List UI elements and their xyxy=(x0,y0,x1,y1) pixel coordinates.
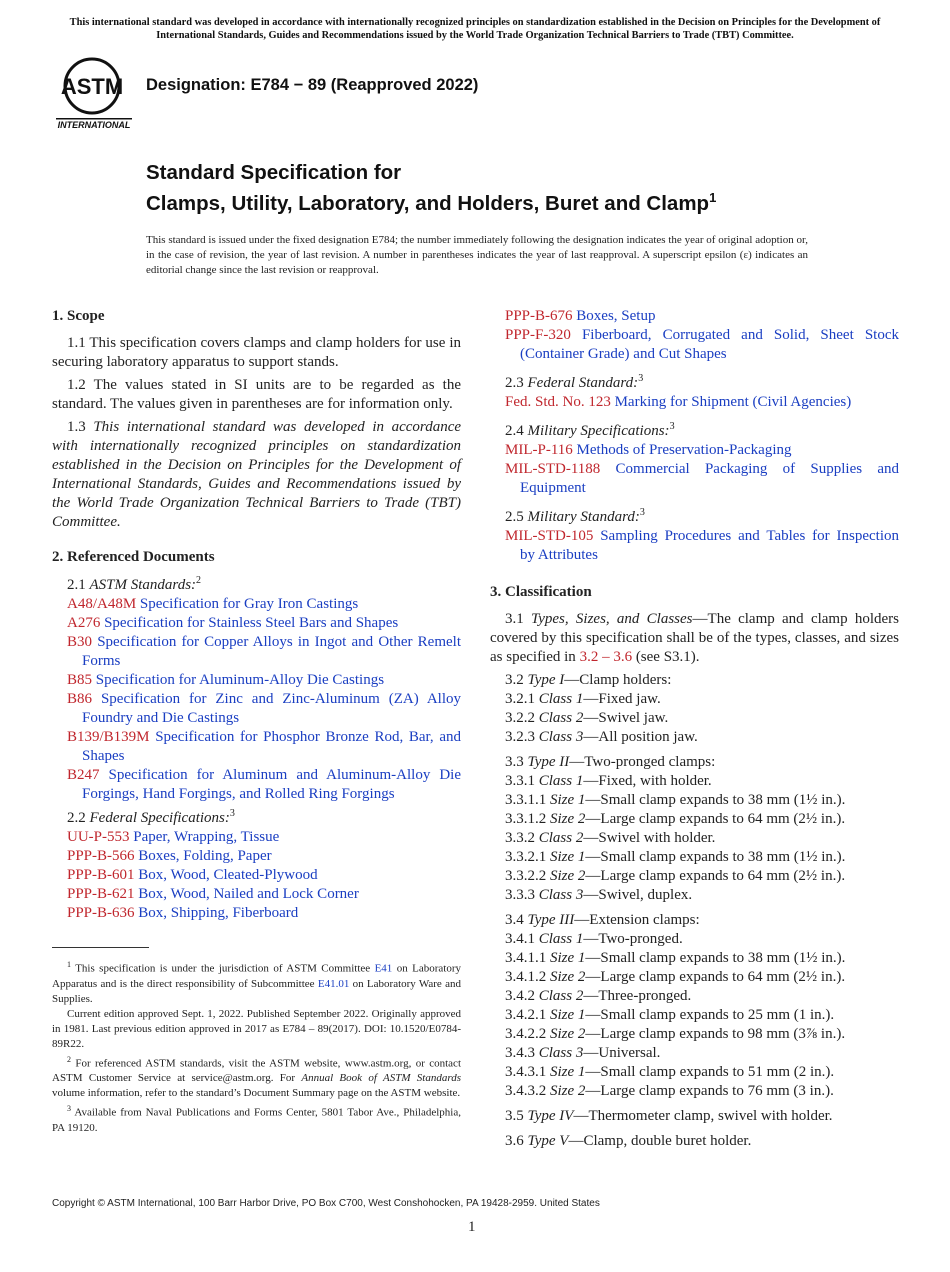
military-specifications-label: 2.4 Military Specifications:$^3$ xyxy=(505,421,675,439)
classification-item: 3.3 Type II—Two-pronged clamps: xyxy=(505,754,716,770)
classification-item: 3.4.1 Class 1—Two-pronged. xyxy=(505,931,683,947)
reference-designation[interactable]: PPP-B-601 xyxy=(67,867,135,883)
federal-specifications-label: 2.2 Federal Specifications:$^3$ xyxy=(67,808,235,826)
reference-designation[interactable]: PPP-F-320 xyxy=(505,327,571,343)
classification-list xyxy=(490,671,899,1151)
classification-group xyxy=(490,911,899,1101)
classification-item: 3.4.3.1 Size 1—Small clamp expands to 51 mm (2 in.). xyxy=(505,1064,835,1080)
reference-title[interactable]: Box, Shipping, Fiberboard xyxy=(138,905,299,921)
reference-item[interactable] xyxy=(490,460,899,498)
classification-item: 3.2.3 Class 3—All position jaw. xyxy=(505,729,698,745)
classification-item: 3.2 Type I—Clamp holders: xyxy=(505,672,672,688)
refdocs-heading: 2. Referenced Documents xyxy=(52,549,215,565)
military-standard-label: 2.5 Military Standard:$^3$ xyxy=(505,507,645,525)
classification-item: 3.3.1 Class 1—Fixed, with holder. xyxy=(505,773,712,789)
reference-designation[interactable]: PPP-B-636 xyxy=(67,905,135,921)
reference-item[interactable] xyxy=(52,866,461,885)
reference-title[interactable]: Specification for Gray Iron Castings xyxy=(139,596,359,612)
page-number: 1 xyxy=(468,1219,476,1235)
committee-link[interactable]: E41 xyxy=(374,962,393,975)
classification-item: 3.3.2.1 Size 1—Small clamp expands to 38 mm (1½ in.). xyxy=(505,849,846,865)
reference-item[interactable] xyxy=(52,614,461,633)
reference-item[interactable] xyxy=(490,393,899,412)
reference-item[interactable] xyxy=(490,307,899,326)
classification-heading: 3. Classification xyxy=(490,584,592,600)
left-column xyxy=(52,307,461,923)
title-line-1: Standard Specification for xyxy=(146,161,402,184)
classification-item: 3.4.2.2 Size 2—Large clamp expands to 98 mm (3⅞ in.). xyxy=(505,1026,846,1042)
classification-item: 3.4.1.2 Size 2—Large clamp expands to 64 mm (2½ in.). xyxy=(505,969,846,985)
classification-item: 3.4.3 Class 3—Universal. xyxy=(505,1045,661,1061)
classification-item: 3.3.1.1 Size 1—Small clamp expands to 38 mm (1½ in.). xyxy=(505,792,846,808)
logo-subtext: INTERNATIONAL xyxy=(57,120,131,130)
reference-title[interactable]: Specification for Aluminum-Alloy Die Castings xyxy=(95,672,385,688)
scope-1-1: 1.1 This specification covers clamps and clamp holders for use in securing laboratory apparatus to support stands. xyxy=(52,335,461,370)
classification-3-1: 3.1 Types, Sizes, and Classes—The clamp and clamp holders covered by this specification shall be of the types, classes, and sizes as specified in 3.2 – 3.6 (see S3.1). xyxy=(490,611,900,665)
reference-item[interactable] xyxy=(52,885,461,904)
classification-item: 3.6 Type V—Clamp, double buret holder. xyxy=(505,1133,752,1149)
reference-title[interactable]: Commercial Packaging of Supplies and Equipment xyxy=(520,461,900,496)
classification-item: 3.4 Type III—Extension clamps: xyxy=(505,912,700,928)
reference-item[interactable] xyxy=(490,527,899,565)
astm-standards-list xyxy=(52,595,461,804)
reference-item[interactable] xyxy=(490,326,899,364)
reference-designation[interactable]: PPP-B-566 xyxy=(67,848,135,864)
footnote-3: $^3$ Available from Naval Publications and Forms Center, 5801 Tabor Ave., Philadelphia, PA 19120. xyxy=(52,1104,461,1134)
reference-title[interactable]: Methods of Preservation-Packaging xyxy=(576,442,792,458)
classification-group xyxy=(490,753,899,905)
classification-item: 3.4.1.1 Size 1—Small clamp expands to 38 mm (1½ in.). xyxy=(505,950,846,966)
reference-title[interactable]: Box, Wood, Nailed and Lock Corner xyxy=(138,886,359,902)
reference-designation[interactable]: B139/B139M xyxy=(67,729,150,745)
logo-text: ASTM xyxy=(60,74,124,99)
reference-designation[interactable]: PPP-B-676 xyxy=(505,308,573,324)
designation: Designation: E784 − 89 (Reapproved 2022) xyxy=(146,76,479,94)
reference-item[interactable] xyxy=(52,633,461,671)
scope-1-3: 1.3 This international standard was developed in accordance with internationally recognized principles on standardization established in the Decision on Principles for the Development of International Standards, Guides and Recommendations issued by the World Trade Organization Technical Barriers to Trade (TBT) Committee. xyxy=(52,419,462,530)
classification-item: 3.3.2.2 Size 2—Large clamp expands to 64 mm (2½ in.). xyxy=(505,868,846,884)
classification-item: 3.3.1.2 Size 2—Large clamp expands to 64 mm (2½ in.). xyxy=(505,811,846,827)
reference-item[interactable] xyxy=(52,728,461,766)
reference-designation[interactable]: B85 xyxy=(67,672,93,688)
astm-logo xyxy=(54,56,134,132)
reference-item[interactable] xyxy=(52,904,461,923)
classification-group xyxy=(490,1132,899,1151)
classification-item: 3.5 Type IV—Thermometer clamp, swivel with holder. xyxy=(505,1108,833,1124)
classification-item: 3.2.2 Class 2—Swivel jaw. xyxy=(505,710,669,726)
reference-designation[interactable]: MIL-STD-1188 xyxy=(505,461,601,477)
classification-item: 3.2.1 Class 1—Fixed jaw. xyxy=(505,691,661,707)
reference-designation[interactable]: Fed. Std. No. 123 xyxy=(505,394,611,410)
classification-item: 3.3.2 Class 2—Swivel with holder. xyxy=(505,830,716,846)
footnote-1: $^1$ This specification is under the jurisdiction of ASTM Committee E41 on Laboratory Apparatus and is the direct responsibility of Subcommittee E41.01 on Laboratory Ware and Supplies. xyxy=(52,960,461,1005)
reference-designation[interactable]: A48/A48M xyxy=(67,596,137,612)
reference-item[interactable] xyxy=(52,766,461,804)
reference-designation[interactable]: PPP-B-621 xyxy=(67,886,135,902)
reference-item[interactable] xyxy=(52,847,461,866)
military-specifications-list xyxy=(490,441,899,498)
scope-heading: 1. Scope xyxy=(52,308,105,324)
footnote-divider xyxy=(52,947,149,948)
reference-designation[interactable]: B247 xyxy=(67,767,100,783)
federal-standard-list xyxy=(490,393,899,412)
document-title xyxy=(146,160,716,216)
reference-item[interactable] xyxy=(52,690,461,728)
reference-title[interactable]: Specification for Phosphor Bronze Rod, Bar, and Shapes xyxy=(82,729,462,764)
copyright-line: Copyright © ASTM International, 100 Barr Harbor Drive, PO Box C700, West Conshohocken, PA 19428-2959. United States xyxy=(52,1198,600,1209)
reference-designation[interactable]: UU-P-553 xyxy=(67,829,130,845)
reference-title[interactable]: Specification for Copper Alloys in Ingot and Other Remelt Forms xyxy=(82,634,461,669)
reference-designation[interactable]: B86 xyxy=(67,691,93,707)
reference-title[interactable]: Marking for Shipment (Civil Agencies) xyxy=(614,394,852,410)
standard-notice: This international standard was developed in accordance with internationally recognized principles on standardization established in the Decision on Principles for the Development of International Standards, Guides and Recommendations issued by the World Trade Organization Technical Barriers to Trade (TBT) Committee. xyxy=(69,17,881,41)
reference-title[interactable]: Specification for Zinc and Zinc-Aluminum (ZA) Alloy Foundry and Die Castings xyxy=(82,691,461,726)
reference-designation[interactable]: A276 xyxy=(67,615,101,631)
reference-title[interactable]: Boxes, Folding, Paper xyxy=(138,848,272,864)
footnote-1-edition: Current edition approved Sept. 1, 2022. Published September 2022. Originally approved in 1981. Last previous edition approved in 2017 as E784 – 89(2017). DOI: 10.1520/E0784-89R22. xyxy=(52,1007,461,1050)
reference-item[interactable] xyxy=(52,671,461,690)
classification-item: 3.4.3.2 Size 2—Large clamp expands to 76 mm (3 in.). xyxy=(505,1083,834,1099)
classification-item: 3.4.2 Class 2—Three-pronged. xyxy=(505,988,692,1004)
scope-1-2: 1.2 The values stated in SI units are to be regarded as the standard. The values given in parentheses are for information only. xyxy=(52,377,461,412)
reference-item[interactable] xyxy=(52,595,461,614)
reference-title[interactable]: Boxes, Setup xyxy=(576,308,656,324)
classification-group xyxy=(490,671,899,747)
footnote-2: $^2$ For referenced ASTM standards, visit the ASTM website, www.astm.org, or contact ASTM Customer Service at service@astm.org. For Annual Book of ASTM Standards volume information, refer to the standard’s Document Summary page on the ASTM website. xyxy=(52,1054,461,1100)
reference-designation[interactable]: MIL-STD-105 xyxy=(505,528,594,544)
reference-title[interactable]: Specification for Aluminum and Aluminum-Alloy Die Forgings, Hand Forgings, and Rolled Ring Forgings xyxy=(82,767,462,802)
reference-designation[interactable]: B30 xyxy=(67,634,93,650)
military-standard-list xyxy=(490,527,899,565)
reference-title[interactable]: Fiberboard, Corrugated and Solid, Sheet Stock (Container Grade) and Cut Shapes xyxy=(520,327,900,362)
subcommittee-link[interactable]: E41.01 xyxy=(317,977,350,990)
section-range-link[interactable]: 3.2 – 3.6 xyxy=(579,649,633,665)
issuance-intro: This standard is issued under the fixed designation E784; the number immediately following the designation indicates the year of original adoption or, in the case of revision, the year of last revision. A number in parentheses indicates the year of last reapproval. A superscript epsilon (ε) indicates an editorial change since the last revision or reapproval. xyxy=(146,234,808,276)
reference-item[interactable] xyxy=(52,828,461,847)
reference-title[interactable]: Sampling Procedures and Tables for Inspection by Attributes xyxy=(520,528,899,563)
title-footnote-mark: 1 xyxy=(709,190,717,205)
reference-title[interactable]: Specification for Stainless Steel Bars and Shapes xyxy=(104,615,399,631)
federal-specifications-list-cont xyxy=(490,307,899,364)
federal-specifications-list xyxy=(52,828,461,923)
reference-title[interactable]: Paper, Wrapping, Tissue xyxy=(133,829,280,845)
reference-designation[interactable]: MIL-P-116 xyxy=(505,442,573,458)
astm-standards-label: 2.1 ASTM Standards:$^2$ xyxy=(67,575,202,593)
title-line-2: Clamps, Utility, Laboratory, and Holders, Buret and Clamp xyxy=(146,191,710,215)
right-column xyxy=(490,307,899,1157)
classification-group xyxy=(490,1107,899,1126)
reference-title[interactable]: Box, Wood, Cleated-Plywood xyxy=(138,867,318,883)
footnotes xyxy=(52,957,461,1136)
federal-standard-label: 2.3 Federal Standard:$^3$ xyxy=(505,373,644,391)
reference-item[interactable] xyxy=(490,441,899,460)
classification-item: 3.3.3 Class 3—Swivel, duplex. xyxy=(505,887,693,903)
classification-item: 3.4.2.1 Size 1—Small clamp expands to 25 mm (1 in.). xyxy=(505,1007,835,1023)
